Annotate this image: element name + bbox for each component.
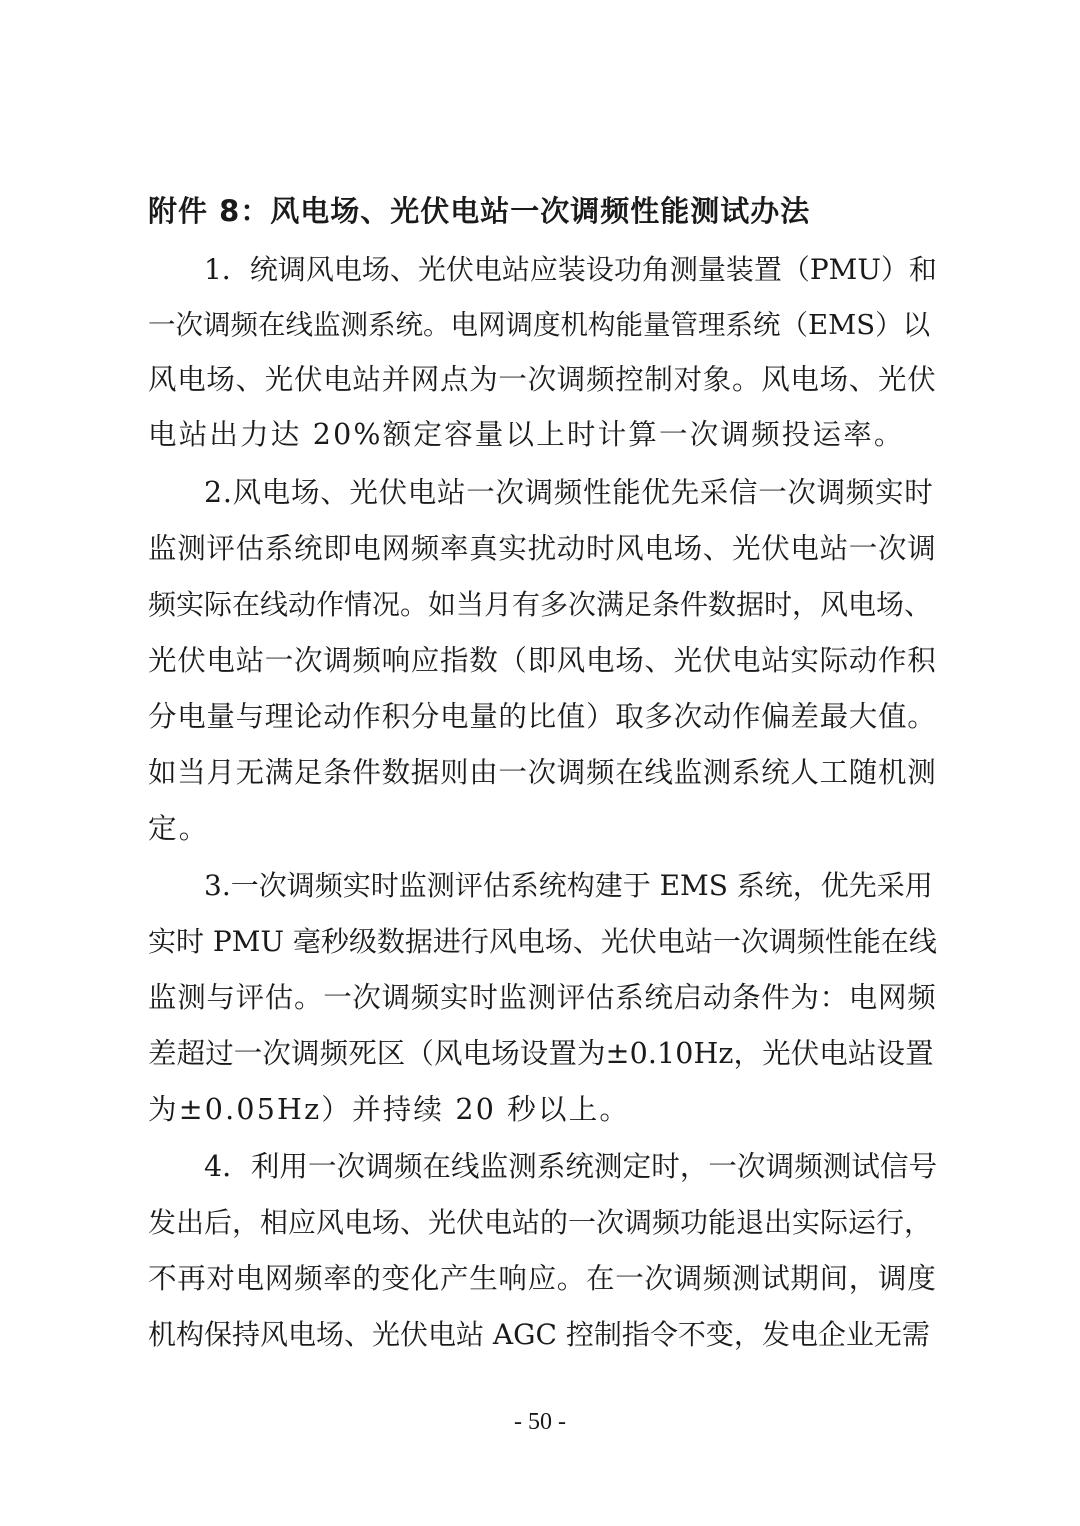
- paragraph-2-line-1: 2.风电场、光伏电站一次调频性能优先采信一次调频实时: [204, 476, 934, 509]
- paragraph-2-line-3: 频实际在线动作情况。如当月有多次满足条件数据时，风电场、: [148, 588, 933, 621]
- paragraph-3-line-4: 差超过一次调频死区（风电场设置为±0.10Hz，光伏电站设置: [148, 1037, 934, 1070]
- paragraph-2-line-4: 光伏电站一次调频响应指数（即风电场、光伏电站实际动作积: [148, 644, 937, 677]
- paragraph-1-line-3: 风电场、光伏电站并网点为一次调频控制对象。风电场、光伏: [148, 363, 937, 396]
- paragraph-2-line-2: 监测评估系统即电网频率真实扰动时风电场、光伏电站一次调: [148, 532, 937, 565]
- page-number: - 50 -: [514, 1409, 566, 1435]
- paragraph-1-line-1: 1．统调风电场、光伏电站应装设功角测量装置（PMU）和: [204, 253, 937, 286]
- paragraph-4-line-2: 发出后，相应风电场、光伏电站的一次调频功能退出实际运行，: [148, 1206, 933, 1239]
- paragraph-3-line-5: 为±0.05Hz）并持续 20 秒以上。: [148, 1093, 631, 1126]
- document-heading: 附件 8：风电场、光伏电站一次调频性能测试办法: [148, 194, 811, 228]
- paragraph-3-line-1: 3.一次调频实时监测评估系统构建于 EMS 系统，优先采用: [204, 869, 933, 902]
- paragraph-3-line-2: 实时 PMU 毫秒级数据进行风电场、光伏电站一次调频性能在线: [148, 925, 937, 958]
- paragraph-2-line-7: 定。: [148, 812, 210, 845]
- paragraph-1-line-2: 一次调频在线监测系统。电网调度机构能量管理系统（EMS）以: [148, 309, 931, 341]
- paragraph-2-line-5: 分电量与理论动作积分电量的比值）取多次动作偏差最大值。: [148, 700, 937, 733]
- paragraph-1-line-4: 电站出力达 20%额定容量以上时计算一次调频投运率。: [148, 418, 905, 451]
- paragraph-4-line-4: 机构保持风电场、光伏电站 AGC 控制指令不变，发电企业无需: [148, 1318, 930, 1351]
- paragraph-4-line-3: 不再对电网频率的变化产生响应。在一次调频测试期间，调度: [148, 1262, 937, 1295]
- paragraph-4-line-1: 4．利用一次调频在线监测系统测定时，一次调频测试信号: [204, 1150, 938, 1183]
- paragraph-2-line-6: 如当月无满足条件数据则由一次调频在线监测系统人工随机测: [148, 756, 937, 789]
- paragraph-3-line-3: 监测与评估。一次调频实时监测评估系统启动条件为：电网频: [148, 981, 937, 1014]
